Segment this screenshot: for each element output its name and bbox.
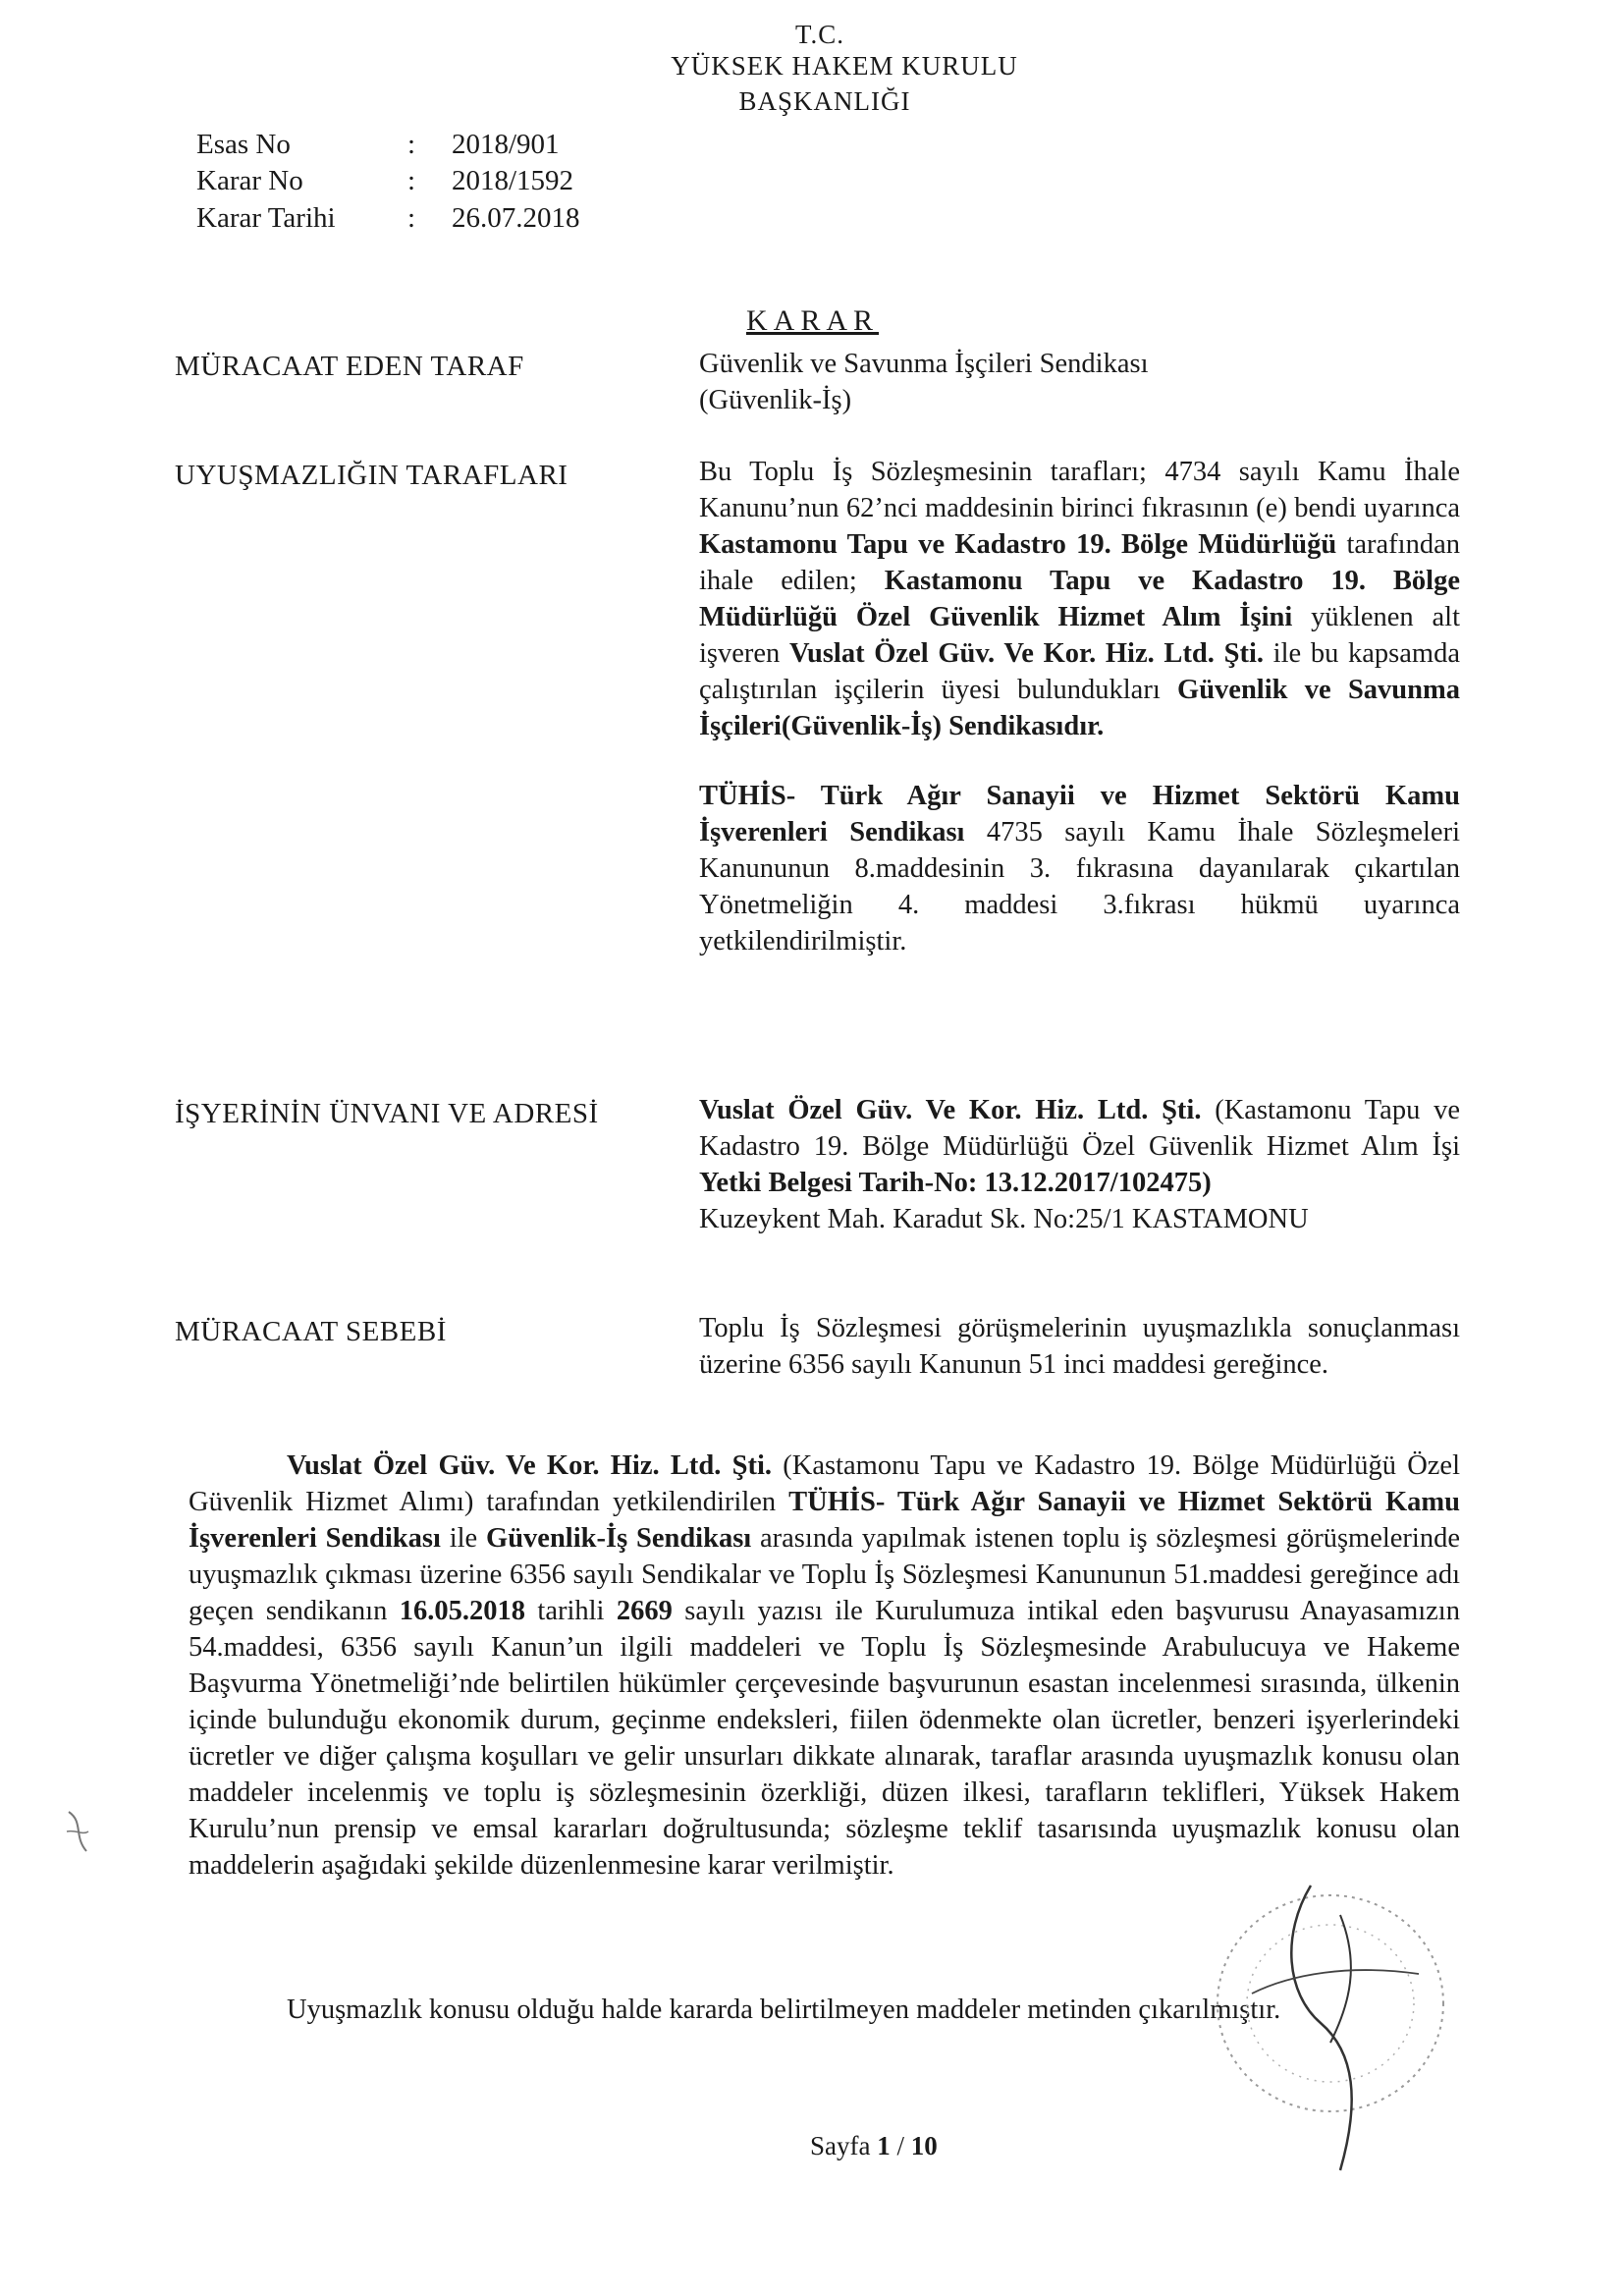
text-bold: Güvenlik-İş Sendikası xyxy=(486,1523,752,1554)
text-run: tarihli xyxy=(525,1596,617,1626)
footer-prefix: Sayfa xyxy=(810,2131,878,2160)
meta-karar-tarihi xyxy=(196,199,580,237)
meta-label: Karar Tarihi xyxy=(196,202,336,234)
text-bold: Yetki Belgesi Tarih-No: 13.12.2017/102475) xyxy=(699,1168,1212,1198)
text-run: (Kastamonu Tapu ve Kadastro 19. Bölge Müdürlüğü Özel Güvenlik Hizmet Alımı) tarafından yetkilendirilen xyxy=(189,1450,1461,1517)
section-label-taraflar: UYUŞMAZLIĞIN TARAFLARI xyxy=(175,460,568,491)
meta-value: 26.07.2018 xyxy=(452,202,580,234)
header-tc: T.C. xyxy=(795,20,844,49)
meta-karar-no xyxy=(196,162,573,199)
section-body-isyeri xyxy=(699,1092,1460,1237)
isyeri-text xyxy=(699,1092,1460,1201)
text-bold: Kastamonu Tapu ve Kadastro 19. Bölge Müdürlüğü Özel Güvenlik Hizmet Alım İşini xyxy=(699,566,1460,632)
text-bold: TÜHİS- Türk Ağır Sanayii ve Hizmet Sektörü Kamu İşverenleri Sendikası xyxy=(189,1487,1460,1554)
taraflar-paragraph-2 xyxy=(699,778,1460,959)
page-footer xyxy=(810,2131,938,2161)
text-bold: Kastamonu Tapu ve Kadastro 19. Bölge Müdürlüğü xyxy=(699,529,1337,560)
text-bold: Vuslat Özel Güv. Ve Kor. Hiz. Ltd. Şti. xyxy=(789,638,1264,669)
text-run: ile xyxy=(440,1523,487,1554)
applicant-short: (Güvenlik-İş) xyxy=(699,385,852,415)
meta-colon: : xyxy=(407,202,416,234)
meta-label: Karar No xyxy=(196,165,303,196)
body-paragraph-1 xyxy=(189,1448,1460,1884)
text-run: sayılı yazısı ile Kurulumuza intikal eden başvurusu Anayasamızın 54.maddesi, 6356 sayılı Kanun’un ilgili maddeleri ve Toplu İş Sözleşmesinde Arabulucuya ve Hakeme Başvurma Yönetmeliği’nde belirtilen hükümler çerçevesinde başvurunun esastan incelenmesi sırasında, ülkenin içinde bulunduğu ekonomik durum, geçinme endeksleri, fiilen ödenmekte olan ücretler, benzeri işyerlerindeki ücretler ve diğer çalışma koşulları ve gelir unsurları dikkate alınarak, taraflar arasında uyuşmazlık konusu olan maddeler incelenmiş ve toplu iş sözleşmesinin özerkliği, düzen ilkesi, tarafların teklifleri, Yüksek Hakem Kurulu’nun prensip ve emsal kararları doğrultusunda; sözleşme teklif tasarısında uyuşmazlık konusu olan maddelerin aşağıdaki şekilde düzenlenmesine karar verilmiştir. xyxy=(189,1596,1460,1881)
meta-value: 2018/901 xyxy=(452,129,560,160)
meta-esas-no xyxy=(196,126,560,163)
text-run: tarafından ihale edilen; xyxy=(699,529,1460,596)
section-body-taraflar xyxy=(699,454,1460,959)
meta-label: Esas No xyxy=(196,129,291,160)
body-paragraph-2: Uyuşmazlık konusu olduğu halde kararda belirtilmeyen maddeler metinden çıkarılmıştır. xyxy=(287,1995,1281,2025)
meta-value: 2018/1592 xyxy=(452,165,574,196)
section-label-muracaat-eden: MÜRACAAT EDEN TARAF xyxy=(175,351,524,382)
document-title: KARAR xyxy=(746,304,880,337)
section-label-sebep: MÜRACAAT SEBEBİ xyxy=(175,1316,447,1347)
margin-mark-icon xyxy=(59,1802,98,1861)
text-bold: Vuslat Özel Güv. Ve Kor. Hiz. Ltd. Şti. xyxy=(699,1095,1202,1125)
applicant-name: Güvenlik ve Savunma İşçileri Sendikası xyxy=(699,349,1149,379)
text-run: ile bu kapsamda çalıştırılan işçilerin üyesi bulundukları xyxy=(699,638,1460,705)
footer-separator: / xyxy=(890,2131,911,2160)
text-bold: Güvenlik ve Savunma İşçileri(Güvenlik-İş) Sendikasıdır. xyxy=(699,675,1460,741)
meta-colon: : xyxy=(407,129,416,160)
text-run: yüklenen alt işveren xyxy=(699,602,1460,669)
section-body-sebep: Toplu İş Sözleşmesi görüşmelerinin uyuşmazlıkla sonuçlanması üzerine 6356 sayılı Kanunun 51 inci maddesi gereğince. xyxy=(699,1313,1460,1380)
section-body-muracaat-eden xyxy=(699,346,1460,418)
text-run: 4735 sayılı Kamu İhale Sözleşmeleri Kanununun 8.maddesinin 3. fıkrasına dayanılarak çıkartılan Yönetmeliğin 4. maddesi 3.fıkrası hükmü uyarınca yetkilendirilmiştir. xyxy=(699,817,1460,957)
stamp-signature-seal xyxy=(1193,1856,1468,2190)
meta-colon: : xyxy=(407,165,416,196)
section-label-isyeri: İŞYERİNİN ÜNVANI VE ADRESİ xyxy=(175,1098,599,1129)
page-number: 1 xyxy=(877,2131,891,2160)
text-bold: TÜHİS- Türk Ağır Sanayii ve Hizmet Sektörü Kamu İşverenleri Sendikası xyxy=(699,781,1460,847)
text-run: arasında yapılmak istenen toplu iş sözleşmesi görüşmelerinde uyuşmazlık çıkması üzerine 6356 sayılı Sendikalar ve Toplu İş Sözleşmesi Kanununun 51.maddesi gereğince adı geçen sendikanın xyxy=(189,1523,1460,1626)
taraflar-paragraph-1 xyxy=(699,454,1460,744)
text-run: Bu Toplu İş Sözleşmesinin tarafları; 4734 sayılı Kamu İhale Kanunu’nun 62’nci maddesinin birinci fıkrasının (e) bendi uyarınca xyxy=(699,457,1460,523)
header-org: YÜKSEK HAKEM KURULU xyxy=(671,51,1018,81)
page-total: 10 xyxy=(910,2131,938,2160)
text-run: (Kastamonu Tapu ve Kadastro 19. Bölge Müdürlüğü Özel Güvenlik Hizmet Alım İşi xyxy=(699,1095,1460,1162)
text-bold: 2669 xyxy=(616,1596,673,1626)
isyeri-address: Kuzeykent Mah. Karadut Sk. No:25/1 KASTAMONU xyxy=(699,1204,1309,1234)
text-bold: 16.05.2018 xyxy=(399,1596,525,1626)
header-dept: BAŞKANLIĞI xyxy=(738,86,911,116)
text-bold: Vuslat Özel Güv. Ve Kor. Hiz. Ltd. Şti. xyxy=(287,1450,773,1481)
